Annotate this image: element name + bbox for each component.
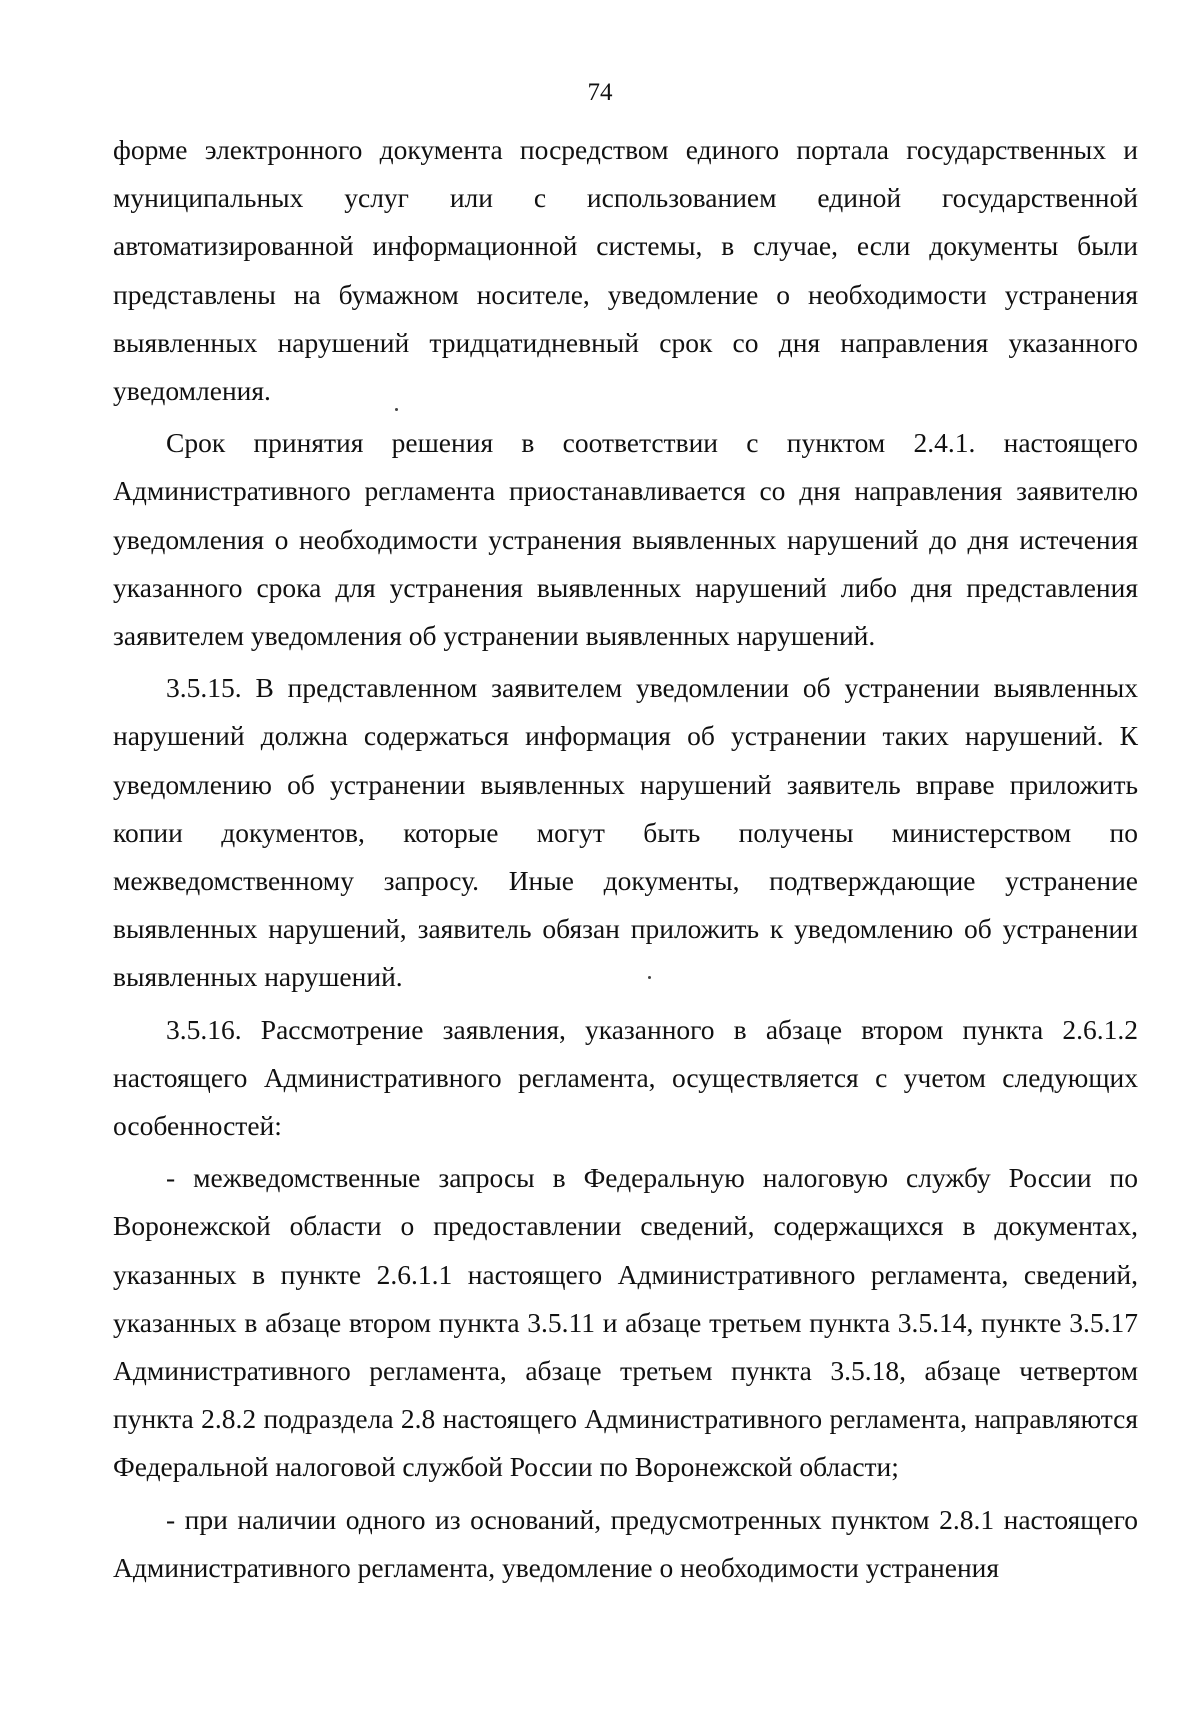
paragraph-3-5-16: 3.5.16. Рассмотрение заявления, указанного в абзаце втором пункта 2.6.1.2 настоящего Административного регламента, осуществляется с учетом следующих особенностей:: [113, 1013, 1138, 1142]
document-body: [113, 126, 1138, 1596]
paragraph-3-5-15: 3.5.15. В представленном заявителем уведомлении об устранении выявленных нарушений должна содержаться информация об устранении таких нарушений. К уведомлению об устранении выявленных нарушений заявитель вправе приложить копии документов, которые могут быть получены министерством по межведомственному запросу. Иные документы, подтверждающие устранение выявленных нарушений, заявитель обязан приложить к уведомлению об устранении выявленных нарушений.: [113, 672, 1138, 993]
paragraph-decision-deadline: Срок принятия решения в соответствии с пунктом 2.4.1. настоящего Административного регламента приостанавливается со дня направления заявителю уведомления о необходимости устранения выявленных нарушений до дня истечения указанного срока для устранения выявленных нарушений либо дня представления заявителем уведомления об устранении выявленных нарушений.: [113, 427, 1138, 652]
paragraph-grounds: - при наличии одного из оснований, предусмотренных пунктом 2.8.1 настоящего Административного регламента, уведомление о необходимости устранения: [113, 1503, 1138, 1583]
scan-speck: [648, 976, 651, 979]
page-number: 74: [587, 79, 613, 106]
paragraph-interagency-requests: - межведомственные запросы в Федеральную налоговую службу России по Воронежской области о предоставлении сведений, содержащихся в документах, указанных в пункте 2.6.1.1 настоящего Административного регламента, сведений, указанных в абзаце втором пункта 3.5.11 и абзаце третьем пункта 3.5.14, пункте 3.5.17 Административного регламента, абзаце третьем пункта 3.5.18, абзаце четвертом пункта 2.8.2 подраздела 2.8 настоящего Административного регламента, направляются Федеральной налоговой службой России по Воронежской области;: [113, 1162, 1138, 1483]
scan-speck: [395, 408, 398, 411]
paragraph-continuation: форме электронного документа посредством единого портала государственных и муниципальных услуг или с использованием единой государственной автоматизированной информационной системы, в случае, если документы были представлены на бумажном носителе, уведомление о необходимости устранения выявленных нарушений тридцатидневный срок со дня направления указанного уведомления.: [113, 134, 1138, 407]
